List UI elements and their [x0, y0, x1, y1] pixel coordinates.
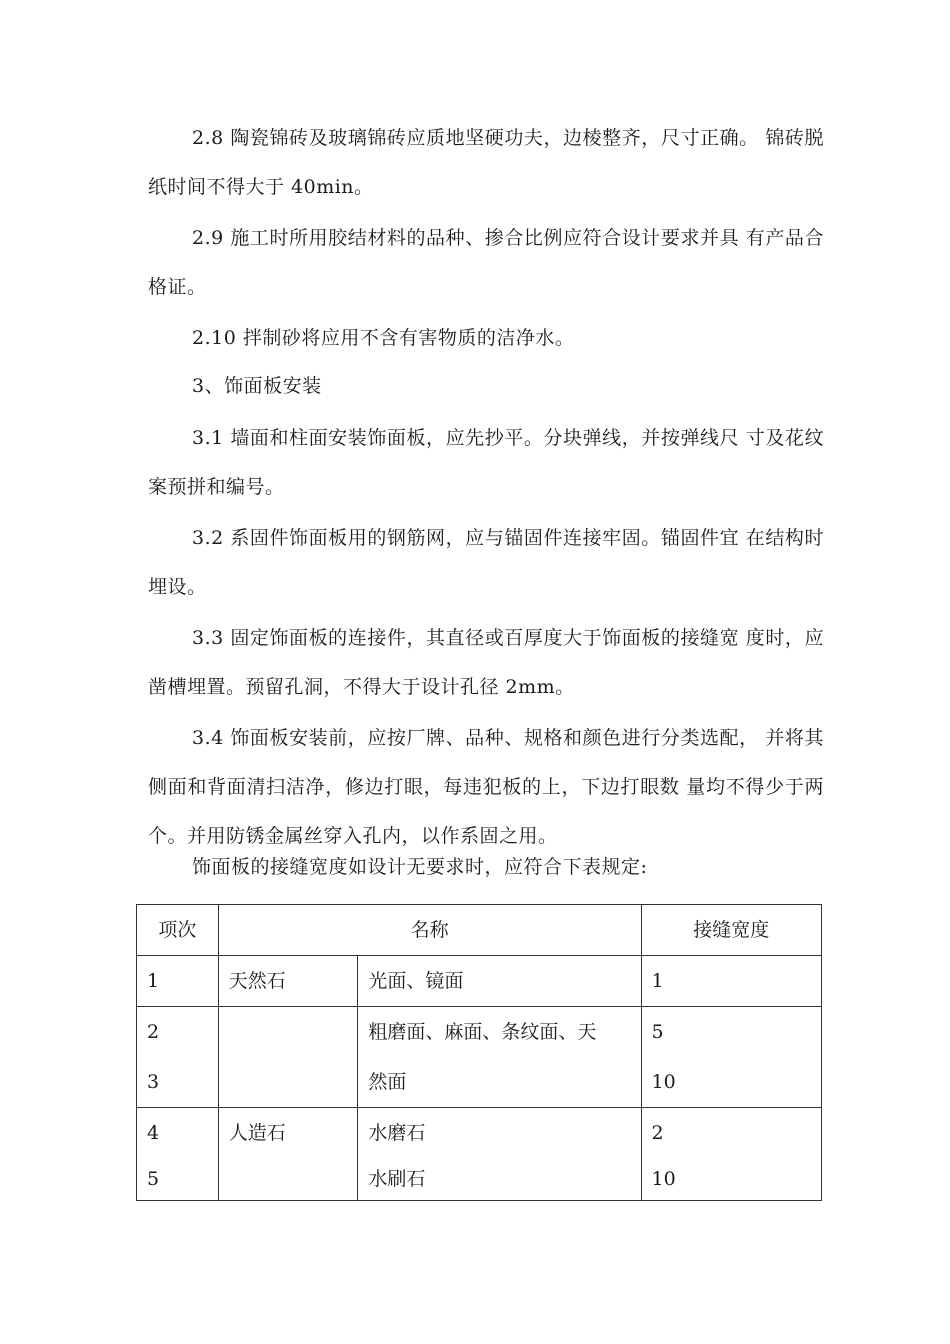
index-value: 3: [147, 1071, 160, 1093]
cell-width: [641, 956, 821, 1007]
index-value: 5: [147, 1168, 160, 1190]
paragraph-2-9: 2.9 施工时所用胶结材料的品种、掺合比例应符合设计要求并具 有产品合格证。: [148, 227, 824, 298]
cell-index: [137, 956, 219, 1007]
name-value: 水磨石: [368, 1122, 426, 1144]
width-value: 1: [651, 970, 664, 992]
cell-name: [358, 1007, 641, 1108]
width-value: 10: [651, 1168, 676, 1190]
paragraph-3-2: 3.2 系固件饰面板用的钢筋网，应与锚固件连接牢固。锚固件宜 在结构时埋设。: [148, 527, 824, 598]
cell-name: [358, 1108, 641, 1201]
table-row: [137, 1007, 822, 1108]
table-row: [137, 1108, 822, 1201]
cell-category: [218, 1007, 358, 1108]
paragraph-2-8: 2.8 陶瓷锦砖及玻璃锦砖应质地坚硬功夫，边棱整齐，尺寸正确。 锦砖脱纸时间不得大于 40min。: [148, 127, 824, 198]
table-row: [137, 956, 822, 1007]
name-value: 光面、镜面: [368, 970, 464, 992]
index-value: 1: [147, 970, 160, 992]
paragraph-3-4: 3.4 饰面板安装前，应按厂牌、品种、规格和颜色进行分类选配， 并将其侧面和背面清扫洁净，修边打眼，每违犯板的上，下边打眼数 量均不得少于两个。并用防锈金属丝穿入孔内，以作系固之用。: [148, 727, 824, 847]
paragraph-3-1: 3.1 墙面和柱面安装饰面板，应先抄平。分块弹线，并按弹线尺 寸及花纹案预拼和编号。: [148, 427, 824, 498]
index-value: 2: [147, 1021, 160, 1043]
section-heading-3: 3、饰面板安装: [192, 375, 322, 397]
table-header-row: [137, 905, 822, 956]
table-caption: 饰面板的接缝宽度如设计无要求时，应符合下表规定:: [192, 856, 648, 878]
width-value: 10: [651, 1071, 676, 1093]
paragraph-3-3: 3.3 固定饰面板的连接件，其直径或百厚度大于饰面板的接缝宽 度时，应凿槽埋置。预留孔洞，不得大于设计孔径 2mm。: [148, 627, 824, 698]
name-value: 粗磨面、麻面、条纹面、天: [368, 1021, 597, 1043]
name-value: 水刷石: [368, 1168, 426, 1190]
width-value: 5: [651, 1021, 664, 1043]
category-value: [229, 1007, 358, 1057]
joint-width-table: [136, 904, 822, 1201]
header-name: 名称: [218, 905, 641, 956]
paragraph-2-10: 2.10 拌制砂将应用不含有害物质的洁净水。: [192, 327, 575, 349]
cell-width: [641, 1007, 821, 1108]
name-value: 然面: [368, 1071, 407, 1093]
cell-name: [358, 956, 641, 1007]
cell-index: [137, 1108, 219, 1201]
header-index: 项次: [137, 905, 219, 956]
cell-category: [218, 1108, 358, 1201]
header-joint-width: 接缝宽度: [641, 905, 821, 956]
category-value: 天然石: [228, 970, 286, 992]
width-value: 2: [651, 1122, 664, 1144]
index-value: 4: [147, 1122, 160, 1144]
cell-width: [641, 1108, 821, 1201]
cell-index: [137, 1007, 219, 1108]
category-value: 人造石: [228, 1122, 286, 1144]
cell-category: [218, 956, 358, 1007]
